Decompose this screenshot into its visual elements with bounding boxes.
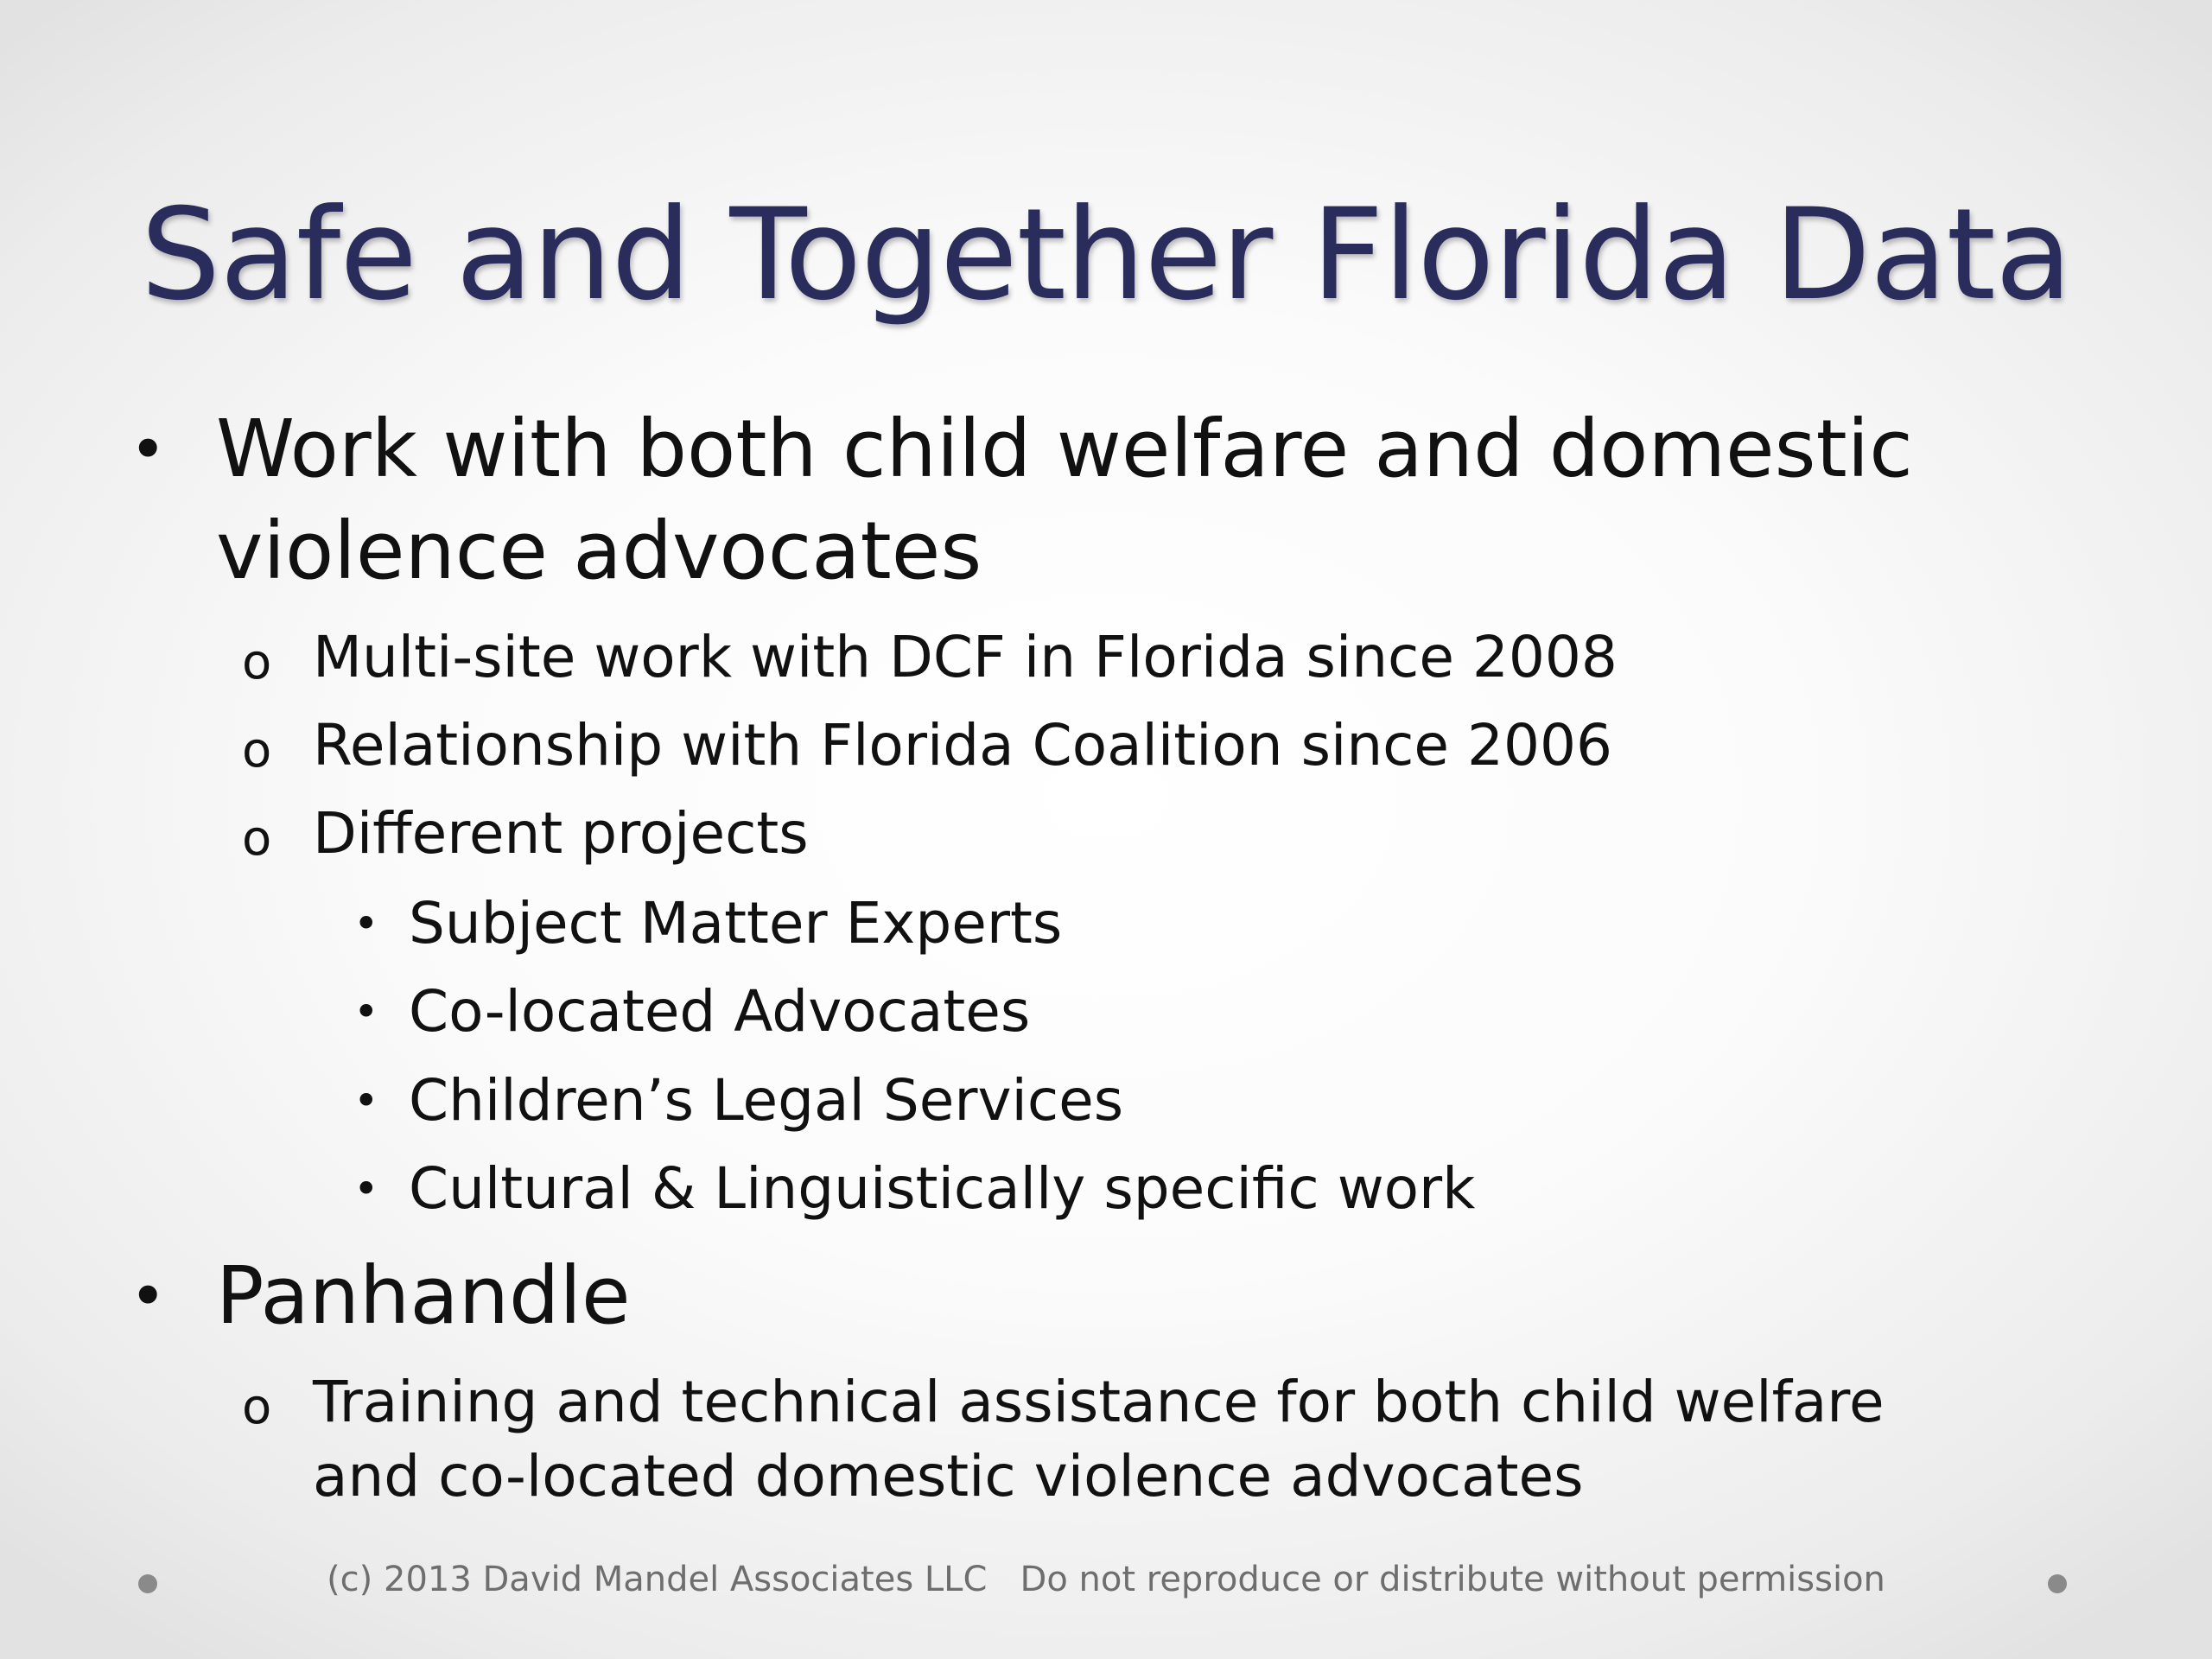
bullet-text: Work with both child welfare and domestic xyxy=(216,403,1913,495)
bullet-text-continued: violence advocates xyxy=(216,505,982,597)
sub-bullet-multi-site xyxy=(242,613,1618,702)
sub-sub-bullet-text: Subject Matter Experts xyxy=(409,890,1063,957)
bullet-dot-icon: • xyxy=(353,1076,379,1126)
bullet-dot-icon: • xyxy=(130,413,167,486)
bullet-panhandle xyxy=(130,1246,631,1346)
bullet-work-with-both-continued xyxy=(216,501,982,601)
bullet-dot-icon: • xyxy=(353,899,379,949)
footer-right-dot-icon xyxy=(2048,1574,2067,1593)
sub-bullet-text: Relationship with Florida Coalition since 2006 xyxy=(313,712,1612,779)
sub-bullet-text-continued: and co-located domestic violence advocates xyxy=(313,1443,1584,1510)
circle-bullet-icon: o xyxy=(242,810,272,867)
bullet-dot-icon: • xyxy=(353,987,379,1037)
bullet-text: Panhandle xyxy=(216,1249,631,1342)
sub-sub-bullet-text: Cultural & Linguistically specific work xyxy=(409,1155,1476,1222)
sub-sub-bullet-childrens-legal xyxy=(353,1057,1124,1145)
sub-bullet-training-continued xyxy=(313,1433,1584,1521)
bullet-dot-icon: • xyxy=(353,1164,379,1214)
sub-sub-bullet-cultural xyxy=(353,1145,1476,1233)
bullet-work-with-both xyxy=(130,399,1913,499)
sub-bullet-text: Different projects xyxy=(313,800,809,867)
sub-sub-bullet-subject-matter xyxy=(353,880,1063,968)
sub-bullet-different-projects xyxy=(242,790,809,878)
sub-sub-bullet-text: Co-located Advocates xyxy=(409,978,1031,1045)
circle-bullet-icon: o xyxy=(242,634,272,690)
sub-sub-bullet-co-located xyxy=(353,968,1031,1056)
bullet-dot-icon: • xyxy=(130,1260,167,1332)
sub-sub-bullet-text: Children’s Legal Services xyxy=(409,1067,1124,1134)
circle-bullet-icon: o xyxy=(242,722,272,779)
footer-copyright: (c) 2013 David Mandel Associates LLC Do not reproduce or distribute without permission xyxy=(327,1560,1885,1599)
sub-bullet-text: Training and technical assistance for both child welfare xyxy=(313,1369,1885,1435)
slide-title: Safe and Together Florida Data xyxy=(140,181,2072,328)
sub-bullet-relationship xyxy=(242,702,1612,790)
circle-bullet-icon: o xyxy=(242,1379,272,1435)
sub-bullet-text: Multi-site work with DCF in Florida since 2008 xyxy=(313,624,1618,690)
